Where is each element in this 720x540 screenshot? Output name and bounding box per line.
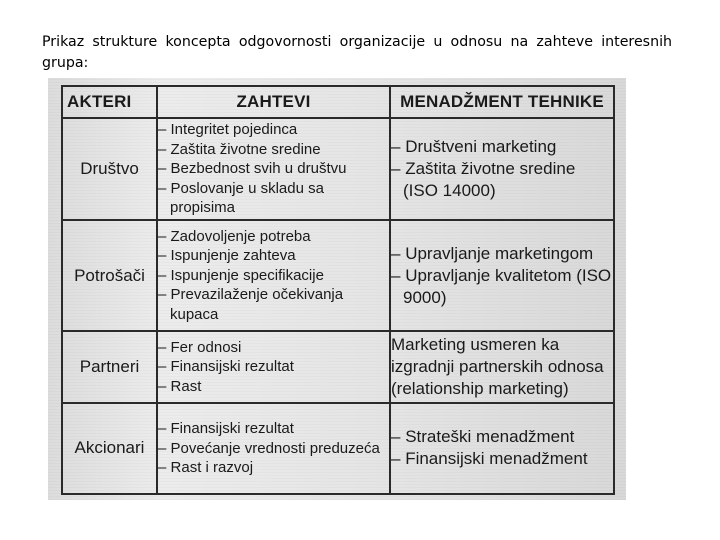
- table-row: [62, 118, 614, 220]
- techniques-cell: [390, 220, 614, 332]
- caption: Prikaz strukture koncepta odgovornosti organizacije u odnosu na zahteve interesnih grupa:: [42, 34, 672, 71]
- technique-item: – Društveni marketing: [391, 136, 613, 158]
- requirement-item: – Rast: [158, 377, 389, 397]
- requirement-item: – Fer odnosi: [158, 338, 389, 358]
- technique-item: – Upravljanje kvalitetom (ISO 9000): [391, 265, 613, 309]
- requirement-item: – Bezbednost svih u društvu: [158, 159, 389, 179]
- requirement-item: – Integritet pojedinca: [158, 120, 389, 140]
- techniques-cell: [390, 331, 614, 402]
- requirements-cell: [157, 118, 390, 220]
- table-row: [62, 403, 614, 494]
- actor-cell: Potrošači: [62, 220, 157, 332]
- header-akteri: AKTERI: [62, 86, 157, 118]
- requirement-item: – Zadovoljenje potreba: [158, 227, 389, 247]
- requirement-item: – Povećanje vrednosti preduzeća: [158, 439, 389, 459]
- technique-item: – Zaštita životne sredine (ISO 14000): [391, 158, 613, 202]
- requirement-item: – Finansijski rezultat: [158, 419, 389, 439]
- requirement-item: – Zaštita životne sredine: [158, 140, 389, 160]
- header-menadzment-tehnike: MENADŽMENT TEHNIKE: [390, 86, 614, 118]
- requirement-item: – Rast i razvoj: [158, 458, 389, 478]
- requirement-item: – Poslovanje u skladu sa propisima: [158, 179, 389, 218]
- actor-cell: Društvo: [62, 118, 157, 220]
- requirements-cell: [157, 331, 390, 402]
- technique-item: – Upravljanje marketingom: [391, 243, 613, 265]
- stakeholder-table: [61, 85, 615, 495]
- requirement-item: – Finansijski rezultat: [158, 357, 389, 377]
- techniques-cell: [390, 403, 614, 494]
- table-row: [62, 220, 614, 332]
- requirements-cell: [157, 403, 390, 494]
- techniques-cell: [390, 118, 614, 220]
- requirements-cell: [157, 220, 390, 332]
- table-header-row: [62, 86, 614, 118]
- table-row: [62, 331, 614, 402]
- technique-text: Marketing usmeren ka izgradnji partnerskih odnosa (relationship marketing): [391, 334, 604, 398]
- requirement-item: – Prevazilaženje očekivanja kupaca: [158, 285, 389, 324]
- technique-item: – Strateški menadžment: [391, 426, 613, 448]
- header-zahtevi: ZAHTEVI: [157, 86, 390, 118]
- requirement-item: – Ispunjenje specifikacije: [158, 266, 389, 286]
- technique-item: – Finansijski menadžment: [391, 448, 613, 470]
- requirement-item: – Ispunjenje zahteva: [158, 246, 389, 266]
- scanned-table-image: [48, 78, 626, 500]
- actor-cell: Partneri: [62, 331, 157, 402]
- actor-cell: Akcionari: [62, 403, 157, 494]
